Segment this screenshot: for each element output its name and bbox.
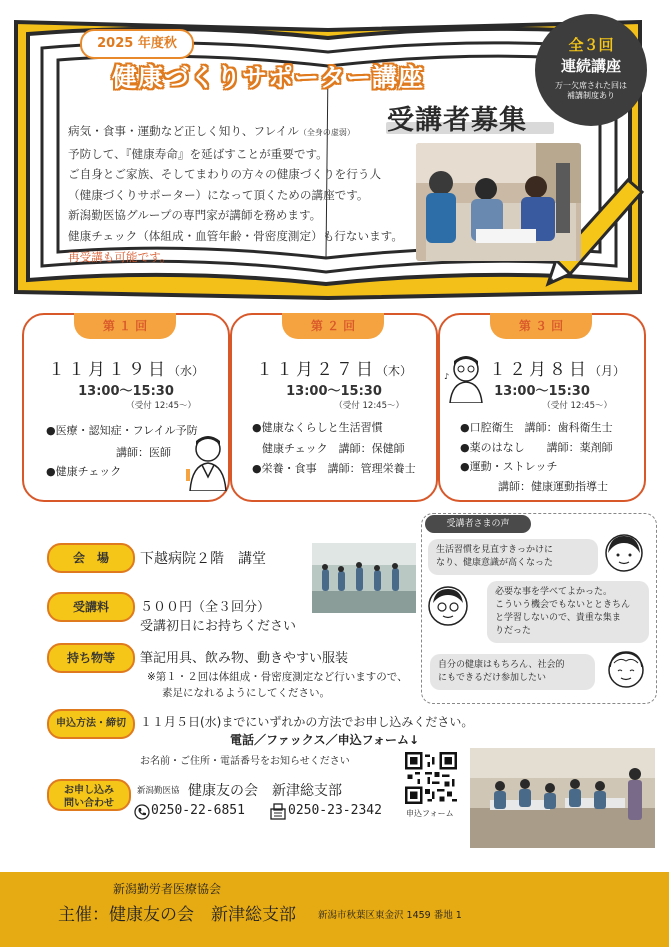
qr-caption: 申込フォーム [406,809,454,818]
session-date: １２月８日（月） [488,360,625,380]
testimonials-title: 受講者さまの声 [425,515,531,533]
contact-label: お申し込み 問い合わせ [47,779,131,811]
fax-number: 0250-23-2342 [288,803,382,818]
elderly-avatar-icon [606,649,646,689]
bring-label: 持ち物等 [47,643,135,673]
apply-label: 申込方法・締切 [47,709,135,739]
session-lecturer: 講師：医師 [116,446,171,459]
apply-note: お名前・ご住所・電話番号をお知らせください [140,756,350,767]
session-date: １１月１９日（水） [47,360,204,380]
series-badge [535,14,647,126]
apply-methods: 電話／ファックス／申込フォーム↓ [230,733,420,747]
badge-label: 連続講座 [560,57,621,75]
session-time: 13:00〜15:30 [494,384,590,399]
doctor-illustration-icon [184,433,228,491]
session-time: 13:00〜15:30 [78,384,174,399]
session-tab: 第 ３ 回 [490,313,592,339]
contact-org: 健康友の会 新津総支部 [188,783,342,799]
session-reception: （受付 12:45〜） [334,401,404,411]
fax-icon [270,803,286,820]
session-tab: 第 ２ 回 [282,313,384,339]
session-topic: ●栄養・食事 講師：管理栄養士 [252,462,416,475]
session-lecturer: 講師：健康運動指導士 [498,480,608,493]
svg-text:♪: ♪ [444,372,450,381]
session-card-1 [22,313,230,502]
fee-note: 受講初日にお持ちください [140,619,297,634]
instructor-illustration-icon [444,351,484,403]
session-topic: ●運動・ストレッチ [460,460,558,473]
recruit-heading: 受講者募集 [387,105,527,136]
footer-host: 主催：健康友の会 新津総支部 [58,905,296,925]
qr-code-icon[interactable] [405,752,457,804]
class-photo [416,143,581,261]
phone-icon [134,804,150,820]
intro-text: 病気・食事・運動など正しく知り、フレイル（全身の虚弱） 予防して、『健康寿命』を延ばすことが重要です。 ご自身とご家族、そしてまわりの方々の健康づくりを行う人 （健康づくりサポーター）になって頂くための講座です。 新潟勤医協グループの専門家が講師を務めます。 健康チェック（体組成・血管年齢・骨密度測定）も行ないます。 再受講も可能です。 [68,124,403,264]
fee-label: 受講料 [47,592,135,622]
venue-label: 会 場 [47,543,135,573]
session-time: 13:00〜15:30 [286,384,382,399]
testimonial-bubble: 自分の健康はもちろん、社会的 にもできるだけ参加したい [430,654,595,690]
phone-number[interactable]: 0250-22-6851 [151,803,245,818]
bring-note: ※第１・２回は体組成・骨密度測定など行いますので、 [147,671,408,683]
venue-photo [312,543,416,613]
session-topic: ●口腔衛生 講師：歯科衛生士 [460,421,613,434]
footer [0,872,669,947]
badge-count: 全３回 [568,36,614,54]
man-avatar-icon [427,585,469,627]
session-reception: （受付 12:45〜） [542,401,612,411]
footer-org-small: 新潟勤労者医療協会 [113,882,222,896]
session-topic: ●医療・認知症・フレイル予防 [46,424,198,437]
badge-note: 万一欠席された回は 補講制度あり [555,81,627,100]
session-date: １１月２７日（木） [255,360,412,380]
session-reception: （受付 12:45〜） [126,401,196,411]
org-prefix: 新潟勤医協 [137,786,180,796]
session-topic: ●薬のはなし 講師：薬剤師 [460,441,613,454]
bring-value: 筆記用具、飲み物、動きやすい服装 [140,651,349,666]
classroom-photo [470,748,655,848]
testimonial-bubble: 生活習慣を見直すきっかけに なり、健康意識が高くなった [428,539,598,575]
season-badge: 2025 年度秋 [80,29,194,59]
page-title: 健康づくりサポーター講座 [112,63,425,92]
woman-avatar-icon [604,533,644,573]
apply-deadline: １１月５日(水)までにいずれかの方法でお申し込みください。 [140,715,474,729]
session-topic: ●健康チェック [46,465,122,478]
session-card-2 [230,313,438,502]
session-topic: ●健康なくらしと生活習慣 [252,421,383,434]
footer-address: 新潟市秋葉区東金沢 1459 番地 1 [318,910,462,921]
session-tab: 第 １ 回 [74,313,176,339]
session-card-3 [438,313,646,502]
bring-note: 素足になれるようにしてください。 [162,687,330,699]
fee-value: ５００円（全３回分） [140,600,271,615]
session-lecturer: 健康チェック 講師：保健師 [262,442,405,455]
venue-value: 下越病院２階 講堂 [140,551,266,567]
testimonial-bubble: 必要な事を学べてよかった。 こういう機会でもないとときちん と学習しないので、貴重な集ま りだった [487,581,649,643]
